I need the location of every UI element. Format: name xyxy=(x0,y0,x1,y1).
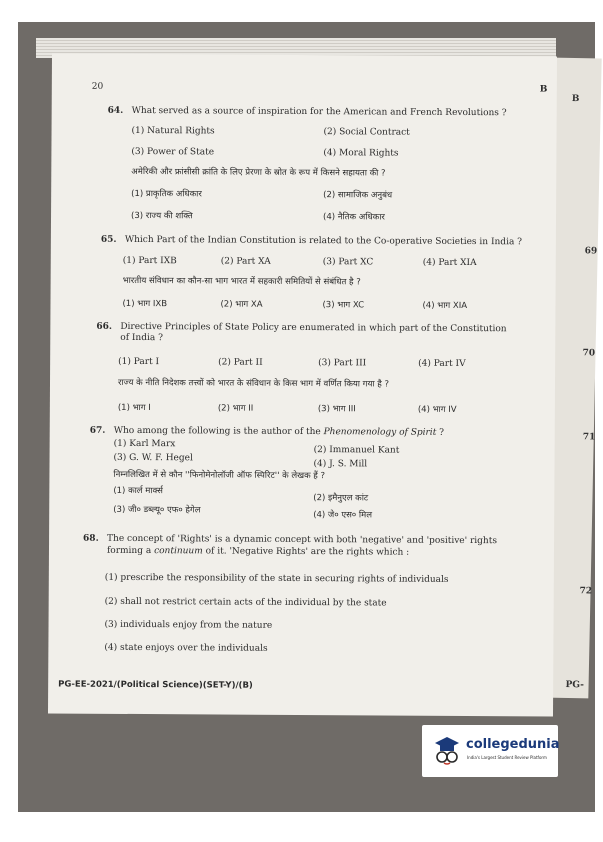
watermark-logo xyxy=(422,725,558,777)
option-hindi: (2) भाग XA xyxy=(220,299,263,310)
option-hindi: (3) भाग III xyxy=(317,404,356,415)
option: (4) Moral Rights xyxy=(323,148,399,159)
question-text: The concept of 'Rights' is a dynamic concept with both 'negative' and 'positive' rights xyxy=(107,533,497,547)
question-text: What served as a source of inspiration for the American and French Revolutions ? xyxy=(131,105,507,119)
option-hindi: (1) कार्ल मार्क्स xyxy=(113,485,163,497)
underlying-page-qnum: 72 xyxy=(579,586,593,597)
option: (1) Part I xyxy=(118,356,160,368)
option: (2) Social Contract xyxy=(323,127,410,138)
option-hindi: (4) भाग IV xyxy=(417,404,457,415)
question-text-hindi: भारतीय संविधान का कौन-सा भाग भारत में सहकारी समितियों से संबंधित है ? xyxy=(122,275,361,288)
option: (1) Karl Marx xyxy=(113,438,176,450)
underlying-page-qnum: 71 xyxy=(582,432,596,443)
option-hindi: (2) भाग II xyxy=(217,403,254,414)
option: (3) G. W. F. Hegel xyxy=(113,452,193,464)
question-text: of India ? xyxy=(120,332,163,344)
brand-tagline: India's Largest Student Review Platform xyxy=(467,755,547,760)
option-hindi: (1) प्राकृतिक अधिकार xyxy=(131,188,202,200)
question-text-hindi: राज्य के नीति निदेशक तत्त्वों को भारत के संविधान के किस भाग में वर्णित किया गया है ? xyxy=(117,377,390,390)
underlying-page-letter: B xyxy=(571,93,580,105)
question-number: 66. xyxy=(96,321,113,332)
option-hindi: (3) भाग XC xyxy=(322,300,365,311)
graduation-cap-icon xyxy=(434,735,460,765)
question-text-hindi: अमेरिकी और फ्रांसीसी क्रांति के लिए प्रेरणा के स्रोत के रूप में किसने सहायता की ? xyxy=(131,166,386,179)
underlying-page-qnum: 69 xyxy=(584,246,598,257)
option: (2) shall not restrict certain acts of the individual by the state xyxy=(104,596,387,609)
option-hindi: (4) नैतिक अधिकार xyxy=(322,212,385,223)
set-letter: B xyxy=(539,84,548,95)
option: (4) J. S. Mill xyxy=(313,459,368,470)
question-number: 65. xyxy=(100,234,117,245)
option-hindi: (2) सामाजिक अनुबंध xyxy=(323,190,393,201)
option-hindi: (2) इमैनुएल कांट xyxy=(313,493,369,504)
option: (3) Part XC xyxy=(322,257,374,268)
question-text: Who among the following is the author of the Phenomenology of Spirit ? xyxy=(113,425,445,438)
question-number: 64. xyxy=(107,105,124,116)
brand-name: collegedunia xyxy=(466,737,560,752)
underlying-page-qnum: 70 xyxy=(582,348,596,359)
option-hindi: (1) भाग IXB xyxy=(122,298,168,310)
question-number: 67. xyxy=(89,425,106,436)
question-text-hindi: निम्नलिखित में से कौन ''फिनोमेनोलॉजी ऑफ स्पिरिट'' के लेखक हैं ? xyxy=(113,469,326,482)
option: (2) Immanuel Kant xyxy=(313,445,400,456)
question-text: forming a continuum of it. 'Negative Rights' are the rights which : xyxy=(106,545,410,558)
option: (2) Part II xyxy=(218,357,263,368)
question-number: 68. xyxy=(83,533,99,544)
option: (3) Power of State xyxy=(131,146,215,158)
option: (4) state enjoys over the individuals xyxy=(104,642,268,654)
option: (1) Part IXB xyxy=(122,255,177,267)
option: (4) Part XIA xyxy=(422,257,477,269)
question-text: Directive Principles of State Policy are enumerated in which part of the Constitution xyxy=(120,321,507,335)
option: (4) Part IV xyxy=(418,358,466,369)
option: (1) Natural Rights xyxy=(131,125,215,137)
option-hindi: (4) भाग XIA xyxy=(422,300,468,312)
page-footer: PG-EE-2021/(Political Science)(SET-Y)/(B) xyxy=(58,679,253,691)
option-hindi: (4) जे० एस० मिल xyxy=(313,510,373,521)
question-text: Which Part of the Indian Constitution is related to the Co-operative Societies in India ? xyxy=(124,234,523,248)
option-hindi: (3) जी० डब्ल्यू० एफ० हेगेल xyxy=(113,504,201,516)
option: (3) individuals enjoy from the nature xyxy=(104,619,273,631)
option-hindi: (3) राज्य की शक्ति xyxy=(130,210,193,222)
option-hindi: (1) भाग I xyxy=(117,402,151,414)
page-number: 20 xyxy=(91,81,104,92)
exam-page xyxy=(48,53,557,716)
option: (2) Part XA xyxy=(220,256,271,267)
underlying-page-footer: PG- xyxy=(565,679,585,691)
option: (3) Part III xyxy=(318,358,367,369)
option: (1) prescribe the responsibility of the state in securing rights of individuals xyxy=(104,572,449,585)
